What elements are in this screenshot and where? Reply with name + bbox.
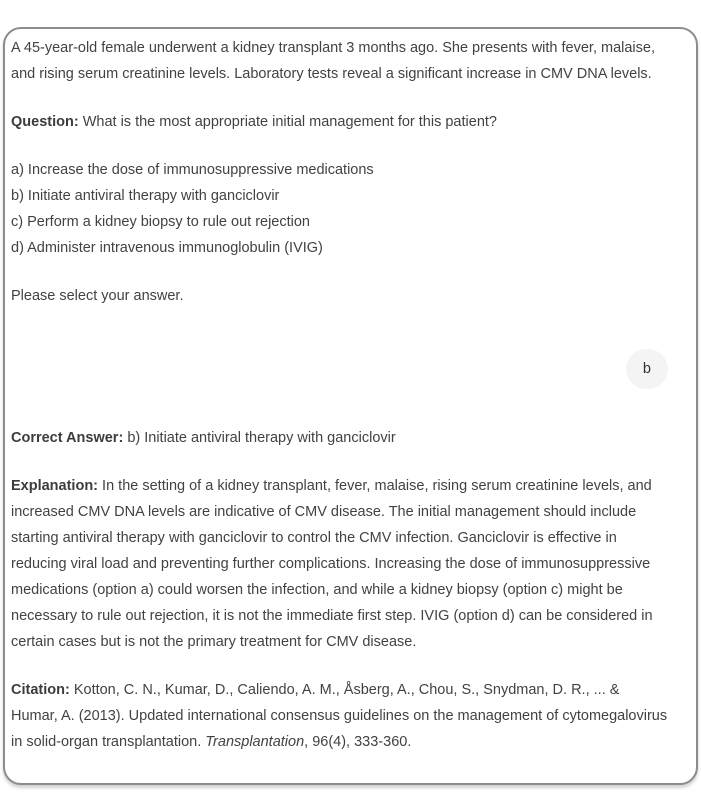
user-message-row bbox=[11, 349, 668, 389]
correct-answer-line bbox=[11, 425, 670, 451]
assistant-answer-message bbox=[11, 425, 670, 755]
citation-paragraph bbox=[11, 677, 670, 755]
option-c: c) Perform a kidney biopsy to rule out rejection bbox=[11, 214, 310, 230]
correct-answer-text: b) Initiate antiviral therapy with ganciclovir bbox=[127, 430, 396, 446]
question-line bbox=[11, 109, 670, 135]
citation-journal-name: Transplantation bbox=[205, 734, 305, 750]
citation-text-before-journal: Kotton, C. N., Kumar, D., Caliendo, A. M., Åsberg, A., Chou, S., Snydman, D. R., ... & Humar, A. (2013). Updated international consensus guidelines on the management of cytomegalovirus in solid-organ transplantation. bbox=[11, 682, 668, 750]
explanation-label: Explanation: bbox=[11, 478, 99, 494]
user-answer-bubble: b bbox=[626, 349, 668, 389]
question-label: Question: bbox=[11, 114, 79, 130]
correct-answer-label: Correct Answer: bbox=[11, 430, 124, 446]
chat-conversation-frame bbox=[3, 27, 698, 785]
question-text: What is the most appropriate initial management for this patient? bbox=[82, 114, 497, 130]
option-a: a) Increase the dose of immunosuppressive medications bbox=[11, 162, 374, 178]
citation-label: Citation: bbox=[11, 682, 70, 698]
select-answer-prompt: Please select your answer. bbox=[11, 288, 184, 304]
explanation-paragraph bbox=[11, 473, 670, 655]
citation-text-after-journal: , 96(4), 333-360. bbox=[304, 734, 412, 750]
assistant-question-message bbox=[11, 35, 670, 309]
answer-options-list bbox=[11, 157, 670, 261]
case-vignette: A 45-year-old female underwent a kidney transplant 3 months ago. She presents with fever, malaise, and rising serum creatinine levels. Laboratory tests reveal a significant increase in CMV DNA levels. bbox=[11, 40, 655, 82]
explanation-text: In the setting of a kidney transplant, fever, malaise, rising serum creatinine levels, and increased CMV DNA levels are indicative of CMV disease. The initial management should include starting antiviral therapy with ganciclovir to control the CMV infection. Ganciclovir is effective in reducing viral load and preventing further complications. Increasing the dose of immunosuppressive medications (option a) could worsen the infection, and while a kidney biopsy (option c) might be necessary to rule out rejection, it is not the immediate first step. IVIG (option d) can be considered in certain cases but is not the primary treatment for CMV disease. bbox=[11, 478, 653, 650]
option-d: d) Administer intravenous immunoglobulin (IVIG) bbox=[11, 240, 323, 256]
option-b: b) Initiate antiviral therapy with ganciclovir bbox=[11, 188, 280, 204]
